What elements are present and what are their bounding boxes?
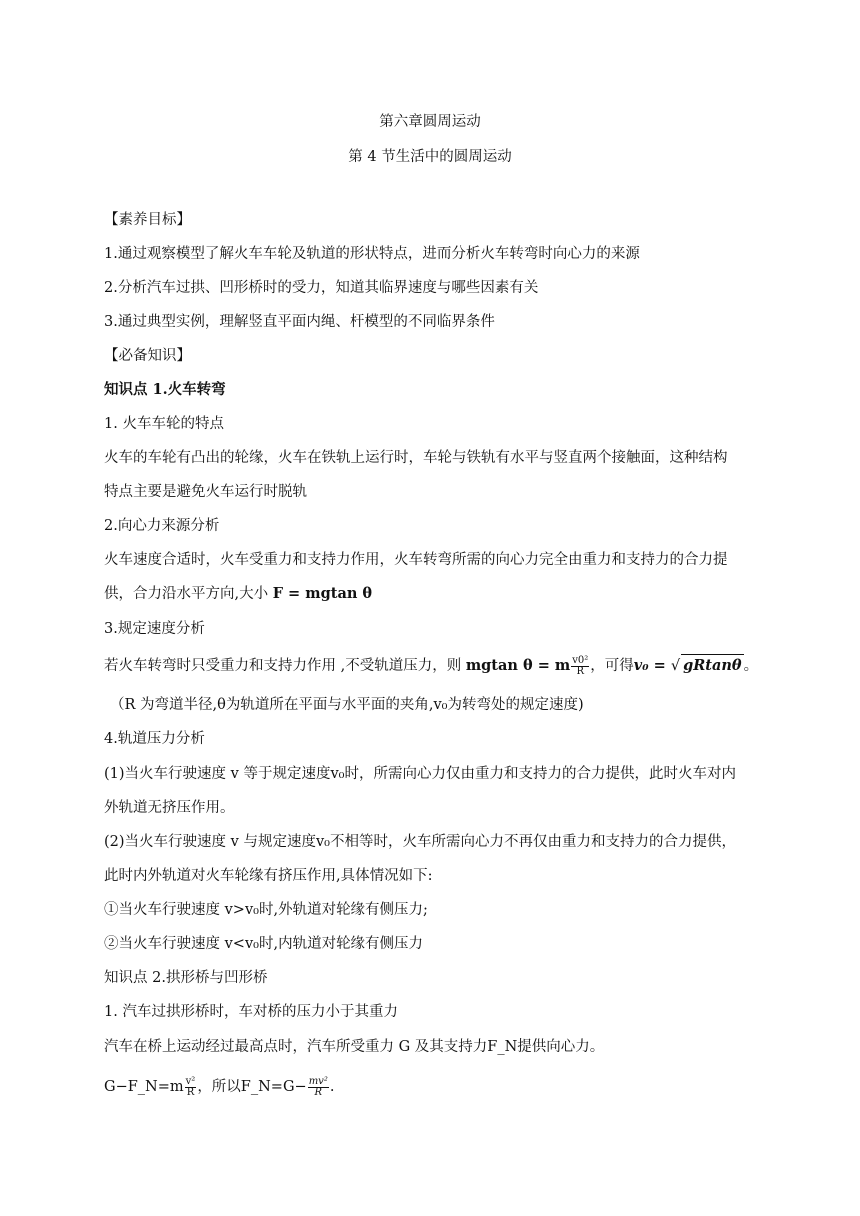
goal-item-1: 1.通过观察模型了解火车车轮及轨道的形状特点，进而分析火车转弯时向心力的来源 [104,246,640,262]
p1-text-2a: 火车速度合适时，火车受重力和支持力作用，火车转弯所需的向心力完全由重力和支持力的合力提 [104,552,728,568]
p1-subheading-3: 3.规定速度分析 [104,621,205,637]
p2-formula-mid: ，所以F_N=G− [197,1079,307,1095]
goal-item-2: 2.分析汽车过拱、凹形桥时的受力，知道其临界速度与哪些因素有关 [104,280,539,296]
p1-note: （R 为弯道半径,θ为轨道所在平面与水平面的夹角,v₀为转弯处的规定速度) [110,697,584,713]
knowledge-point-1-title: 知识点 1.火车转弯 [104,381,226,398]
p2-formula-end: . [329,1079,335,1095]
p1-text-3-v0: v₀ = [633,657,671,674]
sqrt-expression: gRtanθ [681,654,744,677]
p2-subheading-1: 1. 汽车过拱形桥时，车对桥的压力小于其重力 [104,1004,398,1020]
p2-formula [104,1076,760,1098]
p1-subheading-4: 4.轨道压力分析 [104,731,205,747]
p1-text-4c: (2)当火车行驶速度 v 与规定速度v₀不相等时，火车所需向心力不再仅由重力和支持力的合力提供， [104,834,736,850]
p1-text-1b: 特点主要是避免火车运行时脱轨 [104,484,307,500]
p1-text-3-mid: ，可得 [590,658,634,674]
p1-subheading-2: 2.向心力来源分析 [104,518,220,534]
p1-text-4d: 此时内外轨道对火车轮缘有挤压作用,具体情况如下: [104,868,433,884]
v0-squared-over-r-fraction: $\frac{\text{v0²}}{R}$ [572,654,589,677]
chapter-title: 第六章圆周运动 [379,114,481,130]
p1-text-3-lhs: mgtan θ = m [465,657,571,674]
p1-text-4f: ②当火车行驶速度 v<v₀时,内轨道对轮缘有侧压力 [104,936,424,952]
p1-text-3-pre: 若火车转弯时只受重力和支持力作用 ,不受轨道压力，则 [104,658,466,674]
section-title: 第 4 节生活中的圆周运动 [348,149,512,165]
p1-text-3-end: 。 [743,658,759,674]
sqrt-radical-icon: √ [670,658,681,674]
p2-formula-a: G−F_N=m [104,1079,184,1095]
goals-heading: 【素养目标】 [104,212,191,228]
knowledge-point-2-title: 知识点 2.拱形桥与凹形桥 [104,970,268,986]
p2-text-1: 汽车在桥上运动经过最高点时，汽车所受重力 G 及其支持力F_N提供向心力。 [104,1039,605,1055]
p1-text-4b: 外轨道无挤压作用。 [104,800,235,816]
p1-text-2b [104,583,760,605]
force-formula: F = mgtan θ [272,585,373,602]
goal-item-3: 3.通过典型实例，理解竖直平面内绳、杆模型的不同临界条件 [104,314,495,330]
mv-squared-over-r-fraction: $\frac{\text{mv²}}{R}$ [308,1075,328,1098]
v-squared-over-r-fraction: $\frac{\text{v²}}{R}$ [185,1075,196,1098]
p1-text-2b-words: 供，合力沿水平方向,大小 [104,586,273,602]
p1-text-4a: (1)当火车行驶速度 v 等于规定速度v₀时，所需向心力仅由重力和支持力的合力提供，此时火车对内 [104,766,736,782]
p1-text-1a: 火车的车轮有凸出的轮缘，火车在铁轨上运行时，车轮与铁轨有水平与竖直两个接触面，这种结构 [104,450,728,466]
knowledge-heading: 【必备知识】 [104,348,191,364]
p1-text-4e: ①当火车行驶速度 v>v₀时,外轨道对轮缘有侧压力; [104,902,428,918]
p1-text-3 [104,654,760,677]
p1-subheading-1: 1. 火车车轮的特点 [104,416,224,432]
